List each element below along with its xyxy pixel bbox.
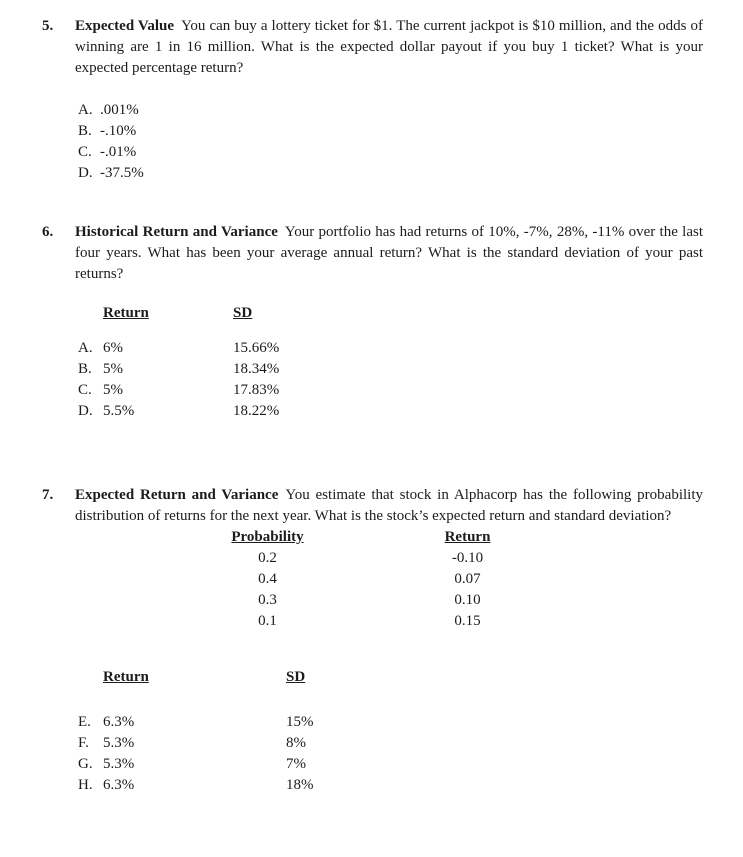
option-label: D.: [78, 403, 93, 419]
question-6: [42, 222, 703, 422]
question-5-text: You can buy a lottery ticket for $1. The current jackpot is $10 million, and the odds of winning are 1 in 16 million. What is the expected dollar payout if you buy 1 ticket? What is your expected percentage return?: [75, 18, 703, 76]
probability-value: 0.2: [258, 550, 277, 566]
return-value: 5%: [103, 361, 123, 377]
return-column-header: Return: [103, 305, 149, 321]
option-label: B.: [78, 123, 92, 139]
question-5-paragraph: [42, 16, 703, 79]
sd-value: 18.34%: [233, 361, 280, 377]
option-value: -.01%: [100, 144, 137, 160]
return-value: 0.07: [454, 571, 481, 587]
return-value: 0.15: [454, 613, 481, 629]
question-7-paragraph: [42, 485, 703, 527]
probability-value: 0.4: [258, 571, 277, 587]
sd-value: 17.83%: [233, 382, 280, 398]
question-5-text-block: [75, 16, 703, 79]
option-value: -37.5%: [100, 165, 144, 181]
question-5: [42, 16, 703, 184]
table-row-a: [78, 338, 703, 359]
return-value: 6.3%: [103, 777, 135, 793]
table-row-b: [78, 359, 703, 380]
option-label: C.: [78, 144, 92, 160]
return-value: 5.3%: [103, 735, 135, 751]
probability-table: [225, 527, 703, 632]
question-6-title: Historical Return and Variance: [75, 224, 278, 240]
question-7-text-block: [75, 485, 703, 527]
table-row-h: [78, 775, 703, 796]
sd-value: 7%: [286, 756, 306, 772]
sd-value: 8%: [286, 735, 306, 751]
option-label: B.: [78, 361, 92, 377]
answer-option-c: [78, 142, 703, 163]
sd-column-header: SD: [286, 669, 306, 685]
table-row-f: [78, 733, 703, 754]
option-label: G.: [78, 756, 93, 772]
question-6-text: Your portfolio has had returns of 10%, -7%, 28%, -11% over the last four years. What has been your average annual return? What is the standard deviation of your past returns?: [75, 224, 704, 282]
return-column-header: Return: [103, 669, 149, 685]
question-6-paragraph: [42, 222, 703, 285]
sd-value: 15%: [286, 714, 314, 730]
probability-value: 0.3: [258, 592, 277, 608]
sd-value: 18%: [286, 777, 314, 793]
question-7-number: 7.: [42, 487, 54, 503]
question-7-title: Expected Return and Variance: [75, 487, 279, 503]
option-label: A.: [78, 102, 93, 118]
return-value: 5%: [103, 382, 123, 398]
sd-value: 15.66%: [233, 340, 280, 356]
option-label: D.: [78, 165, 93, 181]
sd-column-header: SD: [233, 305, 253, 321]
option-label: H.: [78, 777, 93, 793]
table-row-c: [78, 380, 703, 401]
option-label: A.: [78, 340, 93, 356]
question-5-title: Expected Value: [75, 18, 175, 34]
probability-value: 0.1: [258, 613, 277, 629]
return-value: -0.10: [451, 550, 484, 566]
question-7-answer-table-rows: [42, 712, 703, 796]
sd-value: 18.22%: [233, 403, 280, 419]
table-row-e: [78, 712, 703, 733]
return-value: 6%: [103, 340, 123, 356]
question-7-text: You estimate that stock in Alphacorp has the following probability distribution of returns for the next year. What is the stock’s expected return and standard deviation?: [75, 487, 703, 524]
option-label: C.: [78, 382, 92, 398]
option-label: F.: [78, 735, 89, 751]
question-6-number: 6.: [42, 224, 54, 240]
option-label: E.: [78, 714, 91, 730]
return-value: 5.3%: [103, 756, 135, 772]
return-column-header: Return: [444, 529, 491, 545]
question-5-number: 5.: [42, 18, 54, 34]
return-value: 5.5%: [103, 403, 135, 419]
return-value: 0.10: [454, 592, 481, 608]
table-row-d: [78, 401, 703, 422]
return-value: 6.3%: [103, 714, 135, 730]
question-7-answer-table-header: [103, 667, 703, 688]
answer-option-d: [78, 163, 703, 184]
question-6-table-rows: [42, 338, 703, 422]
question-5-options: [78, 100, 703, 184]
answer-option-b: [78, 121, 703, 142]
question-6-table-header: [103, 303, 703, 324]
option-value: .001%: [100, 102, 139, 118]
question-7: [42, 485, 703, 796]
answer-option-a: [78, 100, 703, 121]
probability-column-header: Probability: [231, 529, 304, 545]
table-row-g: [78, 754, 703, 775]
option-value: -.10%: [100, 123, 137, 139]
question-6-text-block: [75, 222, 703, 285]
